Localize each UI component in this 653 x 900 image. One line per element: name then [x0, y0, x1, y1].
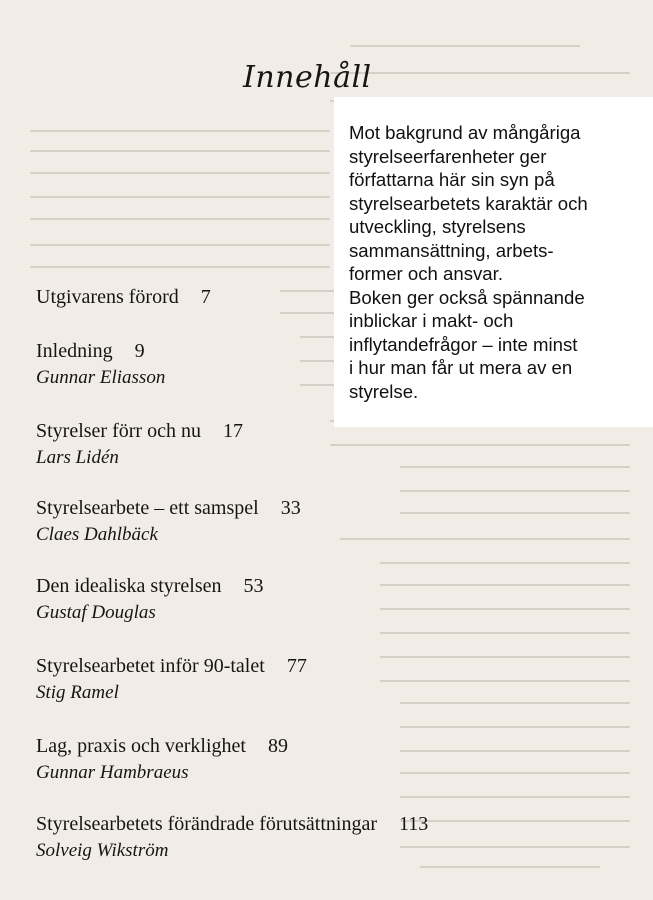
blurb-line: i hur man får ut mera av en — [349, 357, 573, 378]
blurb-line: styrelseerfarenheter ger — [349, 145, 547, 167]
blurb-line: utveckling, styrelsens — [349, 216, 526, 237]
toc-entry-page: 33 — [280, 497, 301, 519]
show-through-line — [420, 866, 600, 868]
show-through-line — [340, 538, 630, 540]
toc-entry-page: 17 — [222, 420, 243, 442]
toc-entry-title: Styrelsearbetet inför 90-talet — [36, 655, 265, 677]
blurb-line: författarna här sin syn på — [349, 169, 555, 190]
show-through-line — [30, 172, 330, 174]
toc-entry — [36, 813, 428, 862]
toc-entry-page: 113 — [398, 813, 429, 835]
show-through-line — [330, 72, 630, 74]
toc-entry-title: Utgivarens förord — [36, 286, 179, 308]
show-through-line — [400, 820, 630, 822]
blurb-line: Boken ger också spännande — [349, 286, 585, 308]
show-through-line — [400, 750, 630, 752]
show-through-line — [380, 562, 630, 564]
toc-entry-title: Styrelsearbetets förändrade förutsättningar — [36, 813, 377, 835]
blurb-line: styrelse. — [349, 380, 419, 402]
toc-entry-title: Styrelser förr och nu — [36, 420, 201, 442]
toc-entry-title: Inledning — [36, 340, 113, 362]
show-through-line — [380, 584, 630, 586]
blurb-line: sammansättning, arbets- — [349, 239, 554, 261]
toc-entry-page: 89 — [267, 735, 288, 757]
show-through-line — [330, 444, 630, 446]
page-title: Innehåll — [243, 60, 372, 95]
toc-entry-page: 53 — [243, 575, 264, 597]
toc-entry-title: Lag, praxis och verklighet — [36, 735, 246, 757]
blurb-box — [334, 97, 653, 427]
blurb-line: inblickar i makt- och — [349, 310, 514, 331]
show-through-line — [400, 846, 630, 848]
show-through-line — [380, 656, 630, 658]
toc-entry — [36, 497, 301, 546]
toc-entry — [36, 340, 165, 389]
toc-entry-author: Gustaf Douglas — [36, 602, 156, 623]
show-through-line — [400, 726, 630, 728]
toc-entry — [36, 420, 243, 469]
toc-entry-author: Lars Lidén — [36, 447, 119, 468]
show-through-line — [30, 244, 330, 246]
toc-entry-title: Den idealiska styrelsen — [36, 575, 222, 597]
show-through-line — [380, 632, 630, 634]
toc-entry-page: 9 — [134, 340, 145, 362]
blurb-line: former och ansvar. — [349, 263, 503, 284]
show-through-line — [30, 150, 330, 152]
toc-entry — [36, 655, 307, 704]
show-through-line — [380, 680, 630, 682]
toc-entry-author: Claes Dahlbäck — [36, 524, 158, 545]
show-through-line — [380, 608, 630, 610]
blurb-line: inflytandefrågor – inte minst — [349, 333, 578, 355]
show-through-line — [30, 266, 330, 268]
toc-entry-author: Gunnar Hambraeus — [36, 762, 189, 783]
show-through-line — [350, 45, 580, 47]
show-through-line — [400, 466, 630, 468]
toc-entry — [36, 735, 288, 784]
toc-entry — [36, 286, 211, 309]
show-through-line — [30, 196, 330, 198]
toc-entry — [36, 575, 264, 624]
toc-entry-author: Stig Ramel — [36, 682, 119, 703]
show-through-line — [400, 702, 630, 704]
toc-entry-author: Gunnar Eliasson — [36, 367, 166, 388]
toc-entry-page: 77 — [286, 655, 307, 677]
toc-entry-title: Styrelsearbete – ett samspel — [36, 497, 259, 519]
toc-entry-author: Solveig Wikström — [36, 840, 169, 861]
blurb-line: Mot bakgrund av mångåriga — [349, 122, 581, 143]
show-through-line — [30, 218, 330, 220]
show-through-line — [400, 512, 630, 514]
show-through-line — [400, 796, 630, 798]
show-through-line — [400, 772, 630, 774]
toc-entry-page: 7 — [200, 286, 211, 308]
show-through-line — [400, 490, 630, 492]
blurb-line: styrelsearbetets karaktär och — [349, 192, 588, 214]
show-through-line — [30, 130, 330, 132]
